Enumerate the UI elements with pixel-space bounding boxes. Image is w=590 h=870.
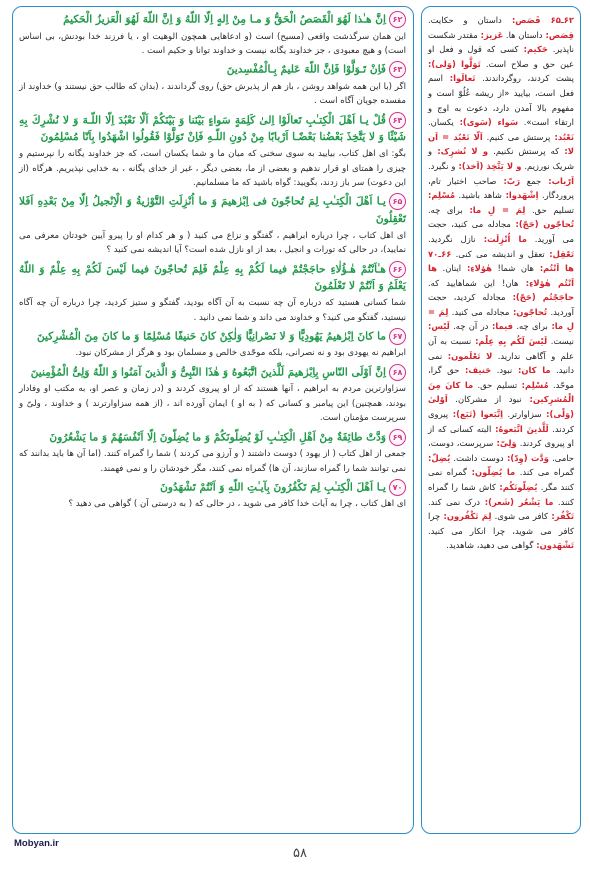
glossary-term: تَکْفُر:	[548, 511, 574, 522]
glossary-definition: صاحب اختیار تام، پروردگار.	[428, 175, 574, 201]
verse-arabic-text: قُلْ یـا اَهْلَ الْكِتـٰبِ تَعالَوْا اِلىٰ كَلِمَةٍ سَواءٍ بَیْنَنا وَ بَیْنَكُمْ اَلّا نَعْبُدَ اِلّا اللّـهَ وَ لا نُشْرِكَ بِهِ شَیْئًا وَ لا یَتَّخِذَ بَعْضُنا بَعْضًـا اَرْبابًا مِنْ دُونِ اللّـهِ فَاِنْ تَوَلَّوْا فَقُولُوا اشْهَدُوا بِاَنّا مُسْلِمُونَ	[19, 114, 406, 144]
glossary-term: قَصَص:	[501, 15, 551, 25]
glossary-term: لِمَ = لِ ما:	[462, 204, 526, 215]
glossary-term: لِمَ = لِ ما:	[428, 306, 574, 332]
glossary-term: ما کانَ مِنَ الْمُشرِکین:	[428, 379, 575, 405]
glossary-definition: نبود از مشرکان.	[447, 394, 522, 405]
glossary-term: اَلّا نَعْبُد = اَن لا:	[428, 131, 574, 157]
glossary-definition: تعقل و اندیشه می کنی.	[451, 248, 545, 259]
glossary-definition: کافر می شوی.	[491, 511, 549, 522]
glossary-term: لَیْسَ لَکُم بِهِ عِلْم:	[471, 336, 548, 347]
glossary-term: ما کان:	[512, 365, 551, 376]
glossary-definition: گمراه نمی کنند مگر.	[428, 467, 574, 492]
verse-number-badge: ۶۹	[389, 429, 406, 446]
glossary-definition: نمی دانید.	[428, 350, 574, 376]
glossary-term: ما یُضِلّون:	[466, 467, 516, 478]
glossary-term: ها اَنْتُم:	[533, 263, 574, 274]
glossary-definition: و نگیرد.	[428, 160, 456, 171]
glossary-definition: پرستش می کنیم.	[482, 131, 551, 142]
glossary-term: و لا یَتَّخِذ (اَخذ):	[455, 160, 522, 171]
verse-arabic-text: ما كانَ اِبْرٰهیمُ یَهُودِیًّا وَ لا نَصْرانِیًّا وَلٰكِنْ كانَ حَنیفًا مُسْلِمًا وَ ما كانَ مِنَ الْمُشْرِكینَ	[36, 330, 386, 343]
glossary-term: فیما:	[488, 321, 513, 332]
verse-arabic-text: اِنَّ اَوْلَى النّاسِ بِاِبْرٰهیمَ لَلَّذینَ اتَّبَعُوهُ وَ هٰذَا النَّبِیُّ وَ الَّذینَ آمَنُوا وَ اللّهُ وَلِیُّ الْمُؤْمِنینَ	[30, 366, 386, 379]
glossary-term: لَیْس:	[428, 321, 450, 332]
glossary-term: ها اَنْتُم هٰؤلاءِ:	[428, 263, 574, 288]
glossary-term: اِشْهَدوا:	[501, 190, 539, 201]
verse-range-label: ۶۲ـ۶۵	[550, 15, 574, 25]
verse-translation: این همان سرگذشت واقعی (مسیح) است (و ادعاهایی همچون الوهیت او ، یا فرزند خدا بودنش، بی اساس است) و هیچ معبودی ، جز خداوند یگانه نیست و خداوند توانا و حکیم است .	[19, 31, 406, 56]
glossary-term: اَوْلیٰ (وَلْی):	[428, 394, 574, 420]
verse-arabic-text: وَدَّتْ طائِفَةٌ مِنْ اَهْلِ الْكِتـٰبِ لَوْ یُضِلّونَكُمْ وَ ما یُضِلّونَ اِلّا اَنْفُسَهُمْ وَ ما یَشْعُرُونَ	[49, 431, 386, 444]
verse-translation: اگر (با این همه شواهد روشن ، باز هم از پذیرش حق) روی گرداندند ، (بدان که طالب حق نیستند و) خداوند از مفسده جویان آگاه است .	[19, 81, 406, 107]
glossary-definition: پشت کردند، روگرداندند.	[475, 73, 574, 84]
verse-arabic	[19, 61, 406, 79]
glossary-term: یُضِلّ:	[428, 452, 451, 463]
verse-translation: ای اهل کتاب ، چرا درباره ابراهیم ، گفتگو و نزاع می کنید ( و هر کدام او را پیرو آیین خودتان معرفی می نمایید)، در حالی که تورات و انجیل ، بعد از او نازل شده است؟ آیا اندیشه نمی کنید ؟	[19, 230, 406, 256]
glossary-term: وَلِیّ:	[493, 438, 517, 449]
verse-arabic	[19, 11, 406, 29]
glossary-term: تَعالَوا:	[442, 73, 476, 84]
verse-range-label: ۶۶ـ۷۰	[428, 248, 452, 259]
glossary-term: حَکیم:	[518, 44, 548, 55]
verses-panel	[12, 6, 414, 834]
glossary-term: لَلَّذینَ اتَّبَعوهُ:	[491, 423, 549, 434]
glossary-definition: مقتدر شکست ناپذیر.	[428, 29, 574, 55]
verse-number-badge: ۶۸	[389, 364, 406, 381]
glossary-definition: در آن چه.	[449, 321, 489, 332]
glossary-term: وَدَّت (وِدّ):	[503, 452, 549, 463]
verse-arabic	[19, 193, 406, 228]
verse-translation: شما کسانی هستید که درباره آن چه نسبت به آن آگاه بودید، گفتگو و ستیز کردید، چرا درباره آن چه آگاه نیستید، گفتگو می کنید؟ و خداوند می داند و شما نمی دانید .	[19, 298, 406, 323]
glossary-definition: نازل نگردید.	[428, 233, 476, 244]
glossary-term: سَواء (سَوی):	[453, 117, 519, 128]
glossary-definition: تسلیم حق.	[473, 379, 518, 390]
glossary-term: یُضِلّونَکُم:	[495, 482, 538, 492]
verse-arabic-text: یـا اَهْلَ الْكِتـٰبِ لِمَ تُحاجّونَ فى اِبْرٰهیمَ وَ ما اُنْزِلَتِ التَّوْرٰیةُ وَ الْاِنْجیلُ اِلّا مِنْ بَعْدِهِ اَفَلا تَعْقِلُونَ	[19, 195, 406, 225]
glossary-definition: مجادله کردید، حجت آوردید.	[428, 292, 574, 317]
verse-arabic	[19, 479, 406, 497]
glossary-definition: دوست داشت.	[450, 452, 504, 463]
glossary-term: ما اُنْزِلَت:	[475, 233, 527, 244]
glossary-definition: کاش شما را گمراه کنند.	[428, 482, 575, 507]
verse-arabic	[19, 364, 406, 382]
glossary-term: عَزیز:	[477, 29, 504, 40]
verse-number-badge: ۶۷	[389, 328, 406, 345]
glossary-definition: البته کسانی که از او پیروی کردند.	[428, 423, 574, 449]
glossary-definition: هان شما!	[491, 263, 534, 274]
verse-arabic	[19, 429, 406, 447]
glossary-definition: که پرستش نکنیم.	[488, 146, 560, 157]
glossary-definition: یکسان.	[428, 117, 454, 128]
glossary-definition: سرپرست، دوست، حامی.	[428, 438, 574, 463]
glossary-definition: و شریک نورزیم.	[428, 146, 574, 171]
verse-number-badge: ۶۳	[389, 61, 406, 78]
glossary-definition: کسی که قول و فعل او عین حق و صلاح است.	[428, 44, 574, 69]
glossary-term: تَعْقِل:	[544, 248, 574, 259]
glossary-term: اَرْباب:	[541, 175, 574, 186]
glossary-definition: مجادله می کنید، حجت می آورید.	[428, 219, 574, 244]
glossary-text	[428, 13, 574, 553]
verse-translation: ابراهیم نه یهودی بود و نه نصرانی، بلکه موحّدی خالص و مسلمان بود و هرگز از مشرکان نبود.	[75, 348, 406, 359]
glossary-term: حاجَجْتُم (حَجّ):	[505, 292, 574, 303]
glossary-term: قِصَص:	[542, 29, 574, 40]
glossary-term: مُسْلِم:	[428, 190, 456, 201]
glossary-definition: برای چه.	[512, 321, 548, 332]
glossary-definition: درک نمی کند.	[428, 496, 481, 507]
glossary-definition: داستان ها.	[503, 29, 543, 40]
glossary-term: تُحاجّون:	[509, 306, 548, 317]
verse-number-badge: ۷۰	[389, 479, 406, 496]
glossary-term: لِمَ تَکْفُرون:	[440, 511, 492, 522]
glossary-definition: پیروی کردند.	[428, 409, 574, 434]
verse-arabic-text: اِنَّ هـٰذا لَهُوَ الْقَصَصُ الْحَقُّ وَ مـا مِنْ اِلهٍ اِلّا اللّهُ وَ اِنَّ اللّهَ لَهُوَ الْعَزیزُ الْحَكیمُ	[63, 13, 386, 26]
glossary-term: نَعْبُد:	[550, 131, 574, 142]
verse-arabic	[19, 112, 406, 147]
verse-translation: بگو: ای اهل کتاب، بیایید به سوی سخنی که میان ما و شما یکسان است، که جز خداوند یگانه را نپرستیم و چیزی را همتای او قرار ندهیم و بعضی از ما، بعضی دیگر ، غیر از خدای یگانه ، به خدایی نپذیریم. هرگاه (از این دعوت) سر باز زدند، بگویید: گواه باشید که ما مسلمانیم.	[19, 149, 406, 188]
glossary-definition: نبود.	[491, 365, 513, 376]
glossary-definition: سزاوارتر.	[503, 409, 542, 420]
verse-arabic-text: هـٰاَنْتُمْ هٰـؤُلٰاءِ حاجَجْتُمْ فیما لَكُمْ بِهِ عِلْمٌ فَلِمَ تُحاجّونَ فیما لَیْسَ لَكُمْ بِهِ عِلْمٌ وَ اللّهُ یَعْلَمُ وَ اَنْتُمْ لا تَعْلَمُونَ	[19, 263, 406, 293]
verse-arabic	[19, 328, 406, 346]
verse-arabic-text: فَاِنْ تَـوَلَّوْا فَاِنَّ اللّهَ عَلیمٌ بِـالْمُفْسِدینَ	[226, 63, 386, 76]
verse-translation: سزاوارترین مردم به ابراهیم ، آنها هستند که از او پیروی کردند و (در زمان و عصر او، به مکتب او وفادار بودند، همچنین) این پیامبر و کسانی که ( به او ) ایمان آورده اند ، (از همه سزاوارترند ) و خداوند ، ولیّ و سرپرست مؤمنان است.	[19, 384, 406, 424]
glossary-definition: هان! این شماهایید که.	[428, 277, 519, 288]
glossary-term: تَوَلَّوا (وَلی):	[428, 58, 481, 69]
glossary-definition: برای چه.	[428, 204, 463, 215]
page-number: ۵۸	[293, 846, 307, 861]
verse-number-badge: ۶۶	[389, 261, 406, 278]
glossary-definition: جمع	[520, 175, 542, 186]
glossary-panel	[421, 6, 581, 834]
glossary-definition: چرا کافر می شوید، چرا انکار می کنید.	[428, 511, 574, 536]
glossary-definition: داستان و حکایت.	[428, 15, 502, 25]
glossary-term: مُسْلِم:	[517, 379, 549, 390]
glossary-definition: اسم فعل است، بیایید «از ریشه عُلُوّ است و مفهوم بالا آمدن دارد، دعوت به اوج و ارتقاء است».	[428, 73, 575, 128]
verse-arabic-text: یـا اَهْلَ الْكِتـٰبِ لِمَ تَكْفُرُونَ بِآیـٰتِ اللّهِ وَ اَنْتُمْ تَشْهَدُونَ	[160, 481, 386, 494]
watermark[interactable]: Mobyan.ir	[14, 838, 59, 849]
glossary-definition: تسلیم حق.	[525, 204, 575, 215]
glossary-definition: شاهد باشید.	[455, 190, 502, 201]
glossary-definition: گواهی می دهید، شاهدید.	[446, 540, 534, 551]
verse-number-badge: ۶۲	[389, 11, 406, 28]
glossary-definition: نیست.	[547, 336, 574, 347]
glossary-term: حَنیف:	[459, 365, 492, 376]
glossary-term: هٰؤلاءِ:	[461, 263, 492, 274]
verse-number-badge: ۶۴	[389, 112, 406, 129]
verse-arabic	[19, 261, 406, 296]
glossary-term: ما یَشْعُر (شَعر):	[480, 496, 554, 507]
verse-number-badge: ۶۵	[389, 193, 406, 210]
glossary-term: اِتَّبَعوا (تَبَع):	[448, 409, 504, 420]
glossary-definition: گمراه می کند.	[515, 467, 574, 478]
glossary-definition: مجادله می کنید.	[448, 306, 510, 317]
glossary-definition: نسبت به آن علم و آگاهی ندارید.	[428, 336, 574, 361]
verse-list	[19, 11, 406, 512]
glossary-term: و لا نُشرِک:	[432, 146, 489, 157]
glossary-definition: اینان.	[436, 263, 462, 274]
glossary-term: رَبّ:	[496, 175, 521, 186]
verse-translation: جمعی از اهل کتاب ( از یهود ) دوست داشتند ( و آرزو می کردند ) شما را گمراه کنند. (اما آن ها باید بدانند که نمی توانند شما را گمراه سازند، آن ها) گمراه نمی کنند، مگر خودشان را و نمی فهمند.	[19, 449, 406, 474]
glossary-term: تُحاجّون (حَجّ):	[510, 219, 574, 230]
glossary-term: تَشْهَدون:	[533, 540, 574, 551]
verse-translation: ای اهل کتاب ، چرا به آیات خدا کافر می شوید ، در حالی که ( به درستی آن ) گواهی می دهید ؟	[68, 499, 406, 510]
glossary-term: لا تَعْلَمون:	[442, 350, 493, 361]
glossary-definition: حق گرا، موحّد.	[428, 365, 575, 390]
